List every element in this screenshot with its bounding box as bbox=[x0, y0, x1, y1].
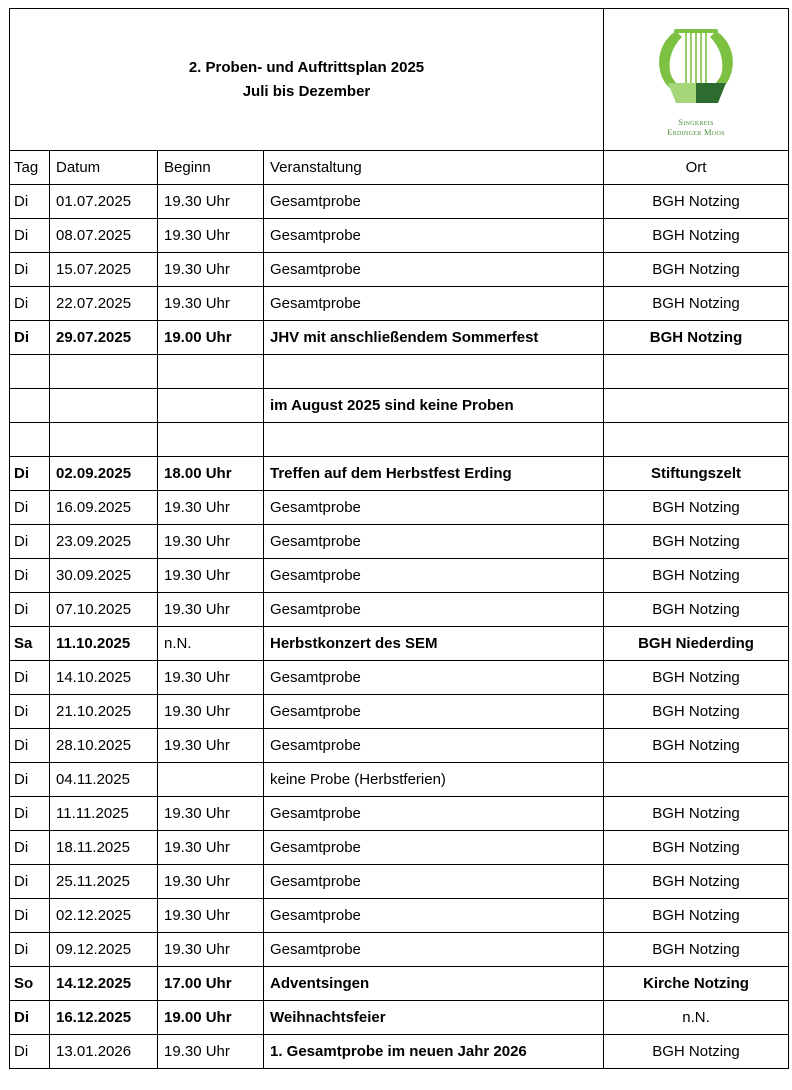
cell-tag: Di bbox=[10, 695, 50, 729]
table-row bbox=[10, 253, 789, 287]
cell-veranstaltung bbox=[264, 423, 604, 457]
cell-datum: 25.11.2025 bbox=[50, 865, 158, 899]
cell-tag: Di bbox=[10, 831, 50, 865]
cell-veranstaltung: 1. Gesamtprobe im neuen Jahr 2026 bbox=[264, 1035, 604, 1069]
cell-datum: 02.09.2025 bbox=[50, 457, 158, 491]
cell-veranstaltung: JHV mit anschließendem Sommerfest bbox=[264, 321, 604, 355]
cell-datum: 30.09.2025 bbox=[50, 559, 158, 593]
cell-ort: BGH Notzing bbox=[604, 695, 789, 729]
cell-ort: BGH Notzing bbox=[604, 287, 789, 321]
cell-beginn: n.N. bbox=[158, 627, 264, 661]
cell-veranstaltung: Gesamtprobe bbox=[264, 797, 604, 831]
cell-veranstaltung: Gesamtprobe bbox=[264, 695, 604, 729]
cell-beginn: 19.30 Uhr bbox=[158, 593, 264, 627]
table-row bbox=[10, 559, 789, 593]
cell-ort: BGH Notzing bbox=[604, 321, 789, 355]
cell-beginn: 19.00 Uhr bbox=[158, 321, 264, 355]
cell-veranstaltung: Gesamtprobe bbox=[264, 287, 604, 321]
cell-tag: Di bbox=[10, 797, 50, 831]
cell-beginn: 19.30 Uhr bbox=[158, 287, 264, 321]
table-row bbox=[10, 1001, 789, 1035]
cell-ort: BGH Notzing bbox=[604, 661, 789, 695]
cell-ort: BGH Notzing bbox=[604, 933, 789, 967]
cell-veranstaltung: Gesamtprobe bbox=[264, 933, 604, 967]
cell-ort: BGH Niederding bbox=[604, 627, 789, 661]
page-title: 2. Proben- und Auftrittsplan 2025 bbox=[188, 58, 425, 76]
title-row bbox=[10, 9, 789, 151]
cell-ort: BGH Notzing bbox=[604, 865, 789, 899]
cell-tag: Di bbox=[10, 457, 50, 491]
cell-veranstaltung: Gesamtprobe bbox=[264, 831, 604, 865]
table-row bbox=[10, 1035, 789, 1069]
cell-ort: BGH Notzing bbox=[604, 185, 789, 219]
column-header-tag: Tag bbox=[10, 151, 50, 185]
cell-beginn: 19.30 Uhr bbox=[158, 525, 264, 559]
cell-beginn bbox=[158, 423, 264, 457]
cell-tag: Di bbox=[10, 185, 50, 219]
logo-text-line1: Singkreis bbox=[678, 116, 714, 127]
cell-ort: n.N. bbox=[604, 1001, 789, 1035]
table-row bbox=[10, 865, 789, 899]
table-row bbox=[10, 593, 789, 627]
cell-beginn: 19.30 Uhr bbox=[158, 253, 264, 287]
cell-ort: BGH Notzing bbox=[604, 253, 789, 287]
cell-datum: 14.10.2025 bbox=[50, 661, 158, 695]
cell-tag: Di bbox=[10, 661, 50, 695]
column-header-ort: Ort bbox=[604, 151, 789, 185]
cell-datum: 16.09.2025 bbox=[50, 491, 158, 525]
cell-ort: BGH Notzing bbox=[604, 729, 789, 763]
cell-beginn: 19.00 Uhr bbox=[158, 1001, 264, 1035]
cell-datum: 01.07.2025 bbox=[50, 185, 158, 219]
cell-ort: BGH Notzing bbox=[604, 525, 789, 559]
cell-tag: Di bbox=[10, 763, 50, 797]
cell-datum: 14.12.2025 bbox=[50, 967, 158, 1001]
cell-beginn: 19.30 Uhr bbox=[158, 797, 264, 831]
cell-tag bbox=[10, 423, 50, 457]
lyre-icon bbox=[646, 23, 746, 113]
table-row bbox=[10, 321, 789, 355]
cell-tag: Di bbox=[10, 321, 50, 355]
cell-ort: Kirche Notzing bbox=[604, 967, 789, 1001]
page-subtitle: Juli bis Dezember bbox=[242, 82, 371, 100]
cell-veranstaltung: Gesamtprobe bbox=[264, 219, 604, 253]
cell-datum: 13.01.2026 bbox=[50, 1035, 158, 1069]
table-row bbox=[10, 355, 789, 389]
cell-beginn: 17.00 Uhr bbox=[158, 967, 264, 1001]
title-cell bbox=[10, 9, 604, 151]
cell-veranstaltung: Gesamtprobe bbox=[264, 593, 604, 627]
cell-veranstaltung: Gesamtprobe bbox=[264, 185, 604, 219]
cell-tag: Di bbox=[10, 593, 50, 627]
cell-datum: 09.12.2025 bbox=[50, 933, 158, 967]
table-row bbox=[10, 185, 789, 219]
cell-beginn: 19.30 Uhr bbox=[158, 491, 264, 525]
cell-beginn: 19.30 Uhr bbox=[158, 865, 264, 899]
table-row bbox=[10, 933, 789, 967]
cell-beginn: 19.30 Uhr bbox=[158, 695, 264, 729]
cell-datum: 08.07.2025 bbox=[50, 219, 158, 253]
cell-tag: Di bbox=[10, 219, 50, 253]
cell-ort: BGH Notzing bbox=[604, 219, 789, 253]
cell-datum: 11.10.2025 bbox=[50, 627, 158, 661]
cell-datum bbox=[50, 423, 158, 457]
table-row bbox=[10, 287, 789, 321]
cell-beginn: 19.30 Uhr bbox=[158, 831, 264, 865]
cell-ort: BGH Notzing bbox=[604, 899, 789, 933]
cell-datum: 16.12.2025 bbox=[50, 1001, 158, 1035]
cell-tag: So bbox=[10, 967, 50, 1001]
cell-ort: BGH Notzing bbox=[604, 1035, 789, 1069]
cell-veranstaltung: Adventsingen bbox=[264, 967, 604, 1001]
cell-tag: Di bbox=[10, 865, 50, 899]
cell-tag bbox=[10, 355, 50, 389]
table-row bbox=[10, 627, 789, 661]
table-row bbox=[10, 661, 789, 695]
column-header-beginn: Beginn bbox=[158, 151, 264, 185]
logo-text-line2: Erdinger Moos bbox=[667, 126, 725, 137]
cell-datum: 22.07.2025 bbox=[50, 287, 158, 321]
cell-beginn: 19.30 Uhr bbox=[158, 219, 264, 253]
cell-veranstaltung: Gesamtprobe bbox=[264, 899, 604, 933]
cell-ort: BGH Notzing bbox=[604, 831, 789, 865]
table-row bbox=[10, 525, 789, 559]
cell-veranstaltung: Gesamtprobe bbox=[264, 253, 604, 287]
cell-datum: 07.10.2025 bbox=[50, 593, 158, 627]
cell-beginn bbox=[158, 355, 264, 389]
cell-tag: Di bbox=[10, 525, 50, 559]
cell-veranstaltung: Gesamtprobe bbox=[264, 525, 604, 559]
cell-tag: Di bbox=[10, 1001, 50, 1035]
cell-tag: Sa bbox=[10, 627, 50, 661]
cell-datum: 18.11.2025 bbox=[50, 831, 158, 865]
table-row bbox=[10, 457, 789, 491]
cell-veranstaltung: Gesamtprobe bbox=[264, 491, 604, 525]
cell-veranstaltung: Gesamtprobe bbox=[264, 729, 604, 763]
logo-cell bbox=[604, 9, 789, 151]
cell-ort: BGH Notzing bbox=[604, 593, 789, 627]
column-header-veranstaltung: Veranstaltung bbox=[264, 151, 604, 185]
cell-beginn: 19.30 Uhr bbox=[158, 661, 264, 695]
cell-datum: 15.07.2025 bbox=[50, 253, 158, 287]
table-row bbox=[10, 423, 789, 457]
table-row bbox=[10, 763, 789, 797]
cell-veranstaltung: Gesamtprobe bbox=[264, 559, 604, 593]
cell-tag: Di bbox=[10, 253, 50, 287]
cell-veranstaltung: im August 2025 sind keine Proben bbox=[264, 389, 604, 423]
cell-datum: 02.12.2025 bbox=[50, 899, 158, 933]
cell-beginn: 19.30 Uhr bbox=[158, 729, 264, 763]
cell-datum: 29.07.2025 bbox=[50, 321, 158, 355]
table-row bbox=[10, 797, 789, 831]
cell-tag: Di bbox=[10, 287, 50, 321]
cell-ort bbox=[604, 389, 789, 423]
cell-veranstaltung: Treffen auf dem Herbstfest Erding bbox=[264, 457, 604, 491]
table-row bbox=[10, 729, 789, 763]
cell-beginn: 19.30 Uhr bbox=[158, 933, 264, 967]
cell-beginn: 19.30 Uhr bbox=[158, 899, 264, 933]
cell-tag: Di bbox=[10, 729, 50, 763]
cell-ort: Stiftungszelt bbox=[604, 457, 789, 491]
cell-tag: Di bbox=[10, 899, 50, 933]
cell-veranstaltung bbox=[264, 355, 604, 389]
table-row bbox=[10, 695, 789, 729]
cell-datum bbox=[50, 389, 158, 423]
cell-ort bbox=[604, 423, 789, 457]
cell-beginn bbox=[158, 763, 264, 797]
cell-tag: Di bbox=[10, 933, 50, 967]
table-row bbox=[10, 899, 789, 933]
cell-veranstaltung: Gesamtprobe bbox=[264, 661, 604, 695]
cell-datum: 11.11.2025 bbox=[50, 797, 158, 831]
cell-beginn bbox=[158, 389, 264, 423]
cell-datum bbox=[50, 355, 158, 389]
cell-veranstaltung: Gesamtprobe bbox=[264, 865, 604, 899]
cell-ort bbox=[604, 763, 789, 797]
column-header-datum: Datum bbox=[50, 151, 158, 185]
cell-veranstaltung: Herbstkonzert des SEM bbox=[264, 627, 604, 661]
cell-ort bbox=[604, 355, 789, 389]
cell-ort: BGH Notzing bbox=[604, 797, 789, 831]
table-row bbox=[10, 389, 789, 423]
cell-veranstaltung: keine Probe (Herbstferien) bbox=[264, 763, 604, 797]
column-header-row bbox=[10, 151, 789, 185]
table-row bbox=[10, 219, 789, 253]
table-row bbox=[10, 831, 789, 865]
cell-beginn: 19.30 Uhr bbox=[158, 559, 264, 593]
cell-tag: Di bbox=[10, 491, 50, 525]
cell-datum: 28.10.2025 bbox=[50, 729, 158, 763]
table-row bbox=[10, 491, 789, 525]
cell-beginn: 19.30 Uhr bbox=[158, 1035, 264, 1069]
cell-tag: Di bbox=[10, 559, 50, 593]
cell-datum: 21.10.2025 bbox=[50, 695, 158, 729]
cell-beginn: 19.30 Uhr bbox=[158, 185, 264, 219]
table-row bbox=[10, 967, 789, 1001]
cell-tag bbox=[10, 389, 50, 423]
cell-ort: BGH Notzing bbox=[604, 559, 789, 593]
cell-datum: 23.09.2025 bbox=[50, 525, 158, 559]
cell-tag: Di bbox=[10, 1035, 50, 1069]
cell-datum: 04.11.2025 bbox=[50, 763, 158, 797]
schedule-table bbox=[9, 8, 789, 1069]
cell-beginn: 18.00 Uhr bbox=[158, 457, 264, 491]
cell-veranstaltung: Weihnachtsfeier bbox=[264, 1001, 604, 1035]
cell-ort: BGH Notzing bbox=[604, 491, 789, 525]
